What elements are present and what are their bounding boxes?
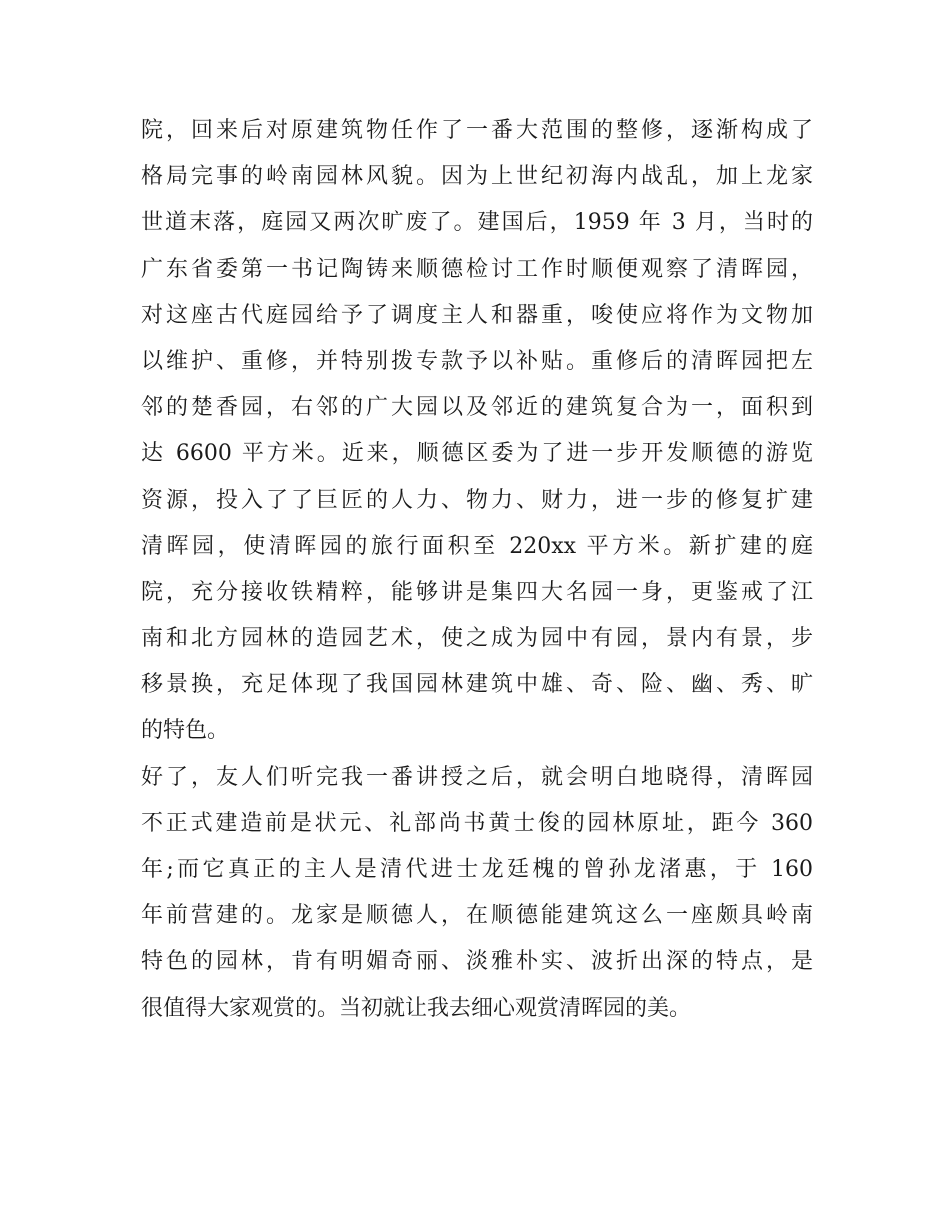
- paragraph-2: [141, 755, 813, 1032]
- text-line: 年前营建的。龙家是顺德人，在顺德能建筑这么一座颇具岭南: [141, 903, 813, 929]
- text-line: 特色的园林，肯有明媚奇丽、淡雅朴实、波折出深的特点，是: [141, 949, 813, 975]
- text-line: 院，回来后对原建筑物任作了一番大范围的整修，逐渐构成了: [141, 118, 813, 143]
- text-line: 的特色。: [141, 718, 230, 744]
- text-line: 资源，投入了了巨匠的人力、物力、财力，进一步的修复扩建: [141, 487, 813, 513]
- text-line: 世道末落，庭园又两次旷废了。建国后，1959 年 3 月，当时的: [141, 210, 813, 236]
- paragraph-1: [141, 108, 813, 755]
- document-page: [141, 108, 813, 1032]
- text-line: 对这座古代庭园给予了调度主人和器重，唆使应将作为文物加: [141, 302, 813, 328]
- text-line: 很值得大家观赏的。当初就让我去细心观赏清晖园的美。: [141, 995, 692, 1021]
- text-line: 好了，友人们听完我一番讲授之后，就会明白地晓得，清晖园: [141, 764, 813, 790]
- text-line: 移景换，充足体现了我国园林建筑中雄、奇、险、幽、秀、旷: [141, 672, 813, 698]
- text-line: 不正式建造前是状元、礼部尚书黄士俊的园林原址，距今 360: [141, 810, 813, 836]
- text-line: 格局完事的岭南园林风貌。因为上世纪初海内战乱，加上龙家: [141, 164, 813, 190]
- text-line: 年;而它真正的主人是清代进士龙廷槐的曾孙龙渚惠，于 160: [141, 857, 813, 882]
- text-line: 广东省委第一书记陶铸来顺德检讨工作时顺便观察了清晖园，: [141, 256, 813, 282]
- text-line: 达 6600 平方米。近来，顺德区委为了进一步开发顺德的游览: [141, 441, 813, 467]
- text-line: 邻的楚香园，右邻的广大园以及邻近的建筑复合为一，面积到: [141, 395, 813, 421]
- text-line: 院，充分接收铁精粹，能够讲是集四大名园一身，更鉴戒了江: [141, 579, 813, 605]
- text-line: 清晖园，使清晖园的旅行面积至 220xx 平方米。新扩建的庭: [141, 533, 813, 559]
- text-line: 南和北方园林的造园艺术，使之成为园中有园，景内有景，步: [141, 626, 813, 652]
- text-line: 以维护、重修，并特别拨专款予以补贴。重修后的清晖园把左: [141, 348, 813, 374]
